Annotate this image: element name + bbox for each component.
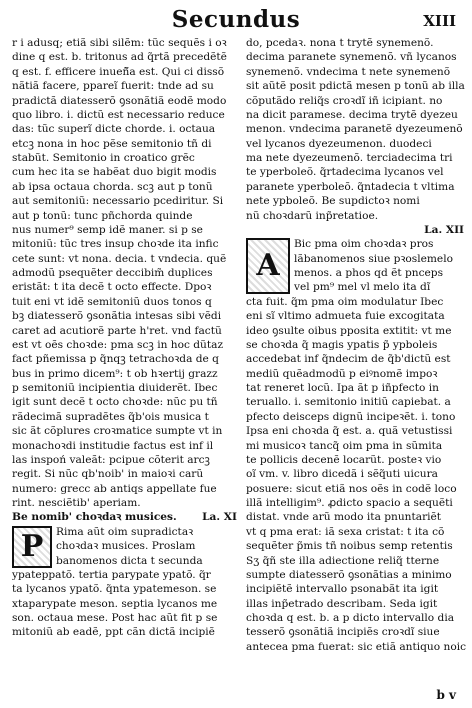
left-text-column	[12, 36, 237, 640]
text-line: menon. vndecima paranetẽ dyezeumenõ	[246, 123, 463, 136]
text-line: stabũt. Semitonio in croatico grẽc	[12, 152, 195, 164]
text-line: las inspoń valeãt: pcipue cõterit arcꝫ	[12, 453, 210, 466]
chapter-number-xi: La. XI	[202, 511, 237, 524]
text-line: r i adusq; etiã sibi silẽm: tũc sequẽs i oꝛ	[12, 37, 227, 49]
text-line: cta fuit. q̃m pma oim modulatur Ibec	[246, 295, 444, 308]
decorated-initial-a: A	[246, 238, 290, 294]
text-line: caret ad acutiorẽ parte h'ret. vnd factũ	[12, 324, 222, 337]
chapter-number-xii: La. XII	[424, 223, 464, 236]
text-line: mediũ quẽadmodũ p eiꝰnomẽ impoꝛ	[246, 367, 438, 380]
text-line: pradictã diatesserõ ꝯsonãtiã eodẽ modo	[12, 94, 227, 107]
text-line: ypateppatõ. tertia parypate ypatõ. q̃r	[12, 568, 211, 581]
chapter-heading-xi	[12, 510, 237, 524]
right-paragraph-bottom	[246, 295, 467, 654]
text-line: monachoꝛdi institudie factus est inf il	[12, 439, 214, 452]
text-line: illas inp̃etrado describam. Seda igit	[246, 597, 438, 610]
text-line: decima paranete synemenõ. vñ lycanos	[246, 51, 457, 64]
text-line: etcꝫ nona in hoc pẽse semitonio tñ di	[12, 137, 212, 150]
text-line: Bic pma oim choꝛdaꝛ pros	[294, 238, 434, 251]
text-line: vel lycanos dyezeumenon. duodeci	[246, 137, 432, 150]
text-line: bꝫ diatesserõ ꝯsonãtia intesas sibi vẽdi	[12, 310, 222, 323]
text-line: accedebat inf q̃ndecim de q̃b'dictũ est	[246, 353, 451, 366]
left-initial-paragraph	[12, 525, 228, 568]
text-line: xtaparypate meson. septia lycanos me	[12, 597, 218, 610]
text-line: Ipsa eni choꝛda q̃ est. a. quã vetustissi	[246, 425, 453, 438]
text-line: choꝛda q est. b. a p dicto intervallo dia	[246, 612, 455, 624]
text-line: ma nete dyezeumenõ. terciadecima tri	[246, 152, 453, 164]
signature-mark: b v	[436, 688, 456, 702]
text-line: ta lycanos ypatõ. q̃nta ypatemeson. se	[12, 583, 217, 596]
text-line: nete ypboleõ. Be supdictoꝛ nomi	[246, 195, 420, 208]
text-line: est vt oẽs choꝛde: pma scꝫ in hoc dũtaz	[12, 338, 224, 351]
text-line: nus numer⁹ semp idẽ maner. si p se	[12, 223, 203, 236]
text-line: choꝛdaꝛ musices. Proslam	[56, 540, 196, 553]
text-line: illã intelligim⁹. ꝓdicto spacio a sequẽti	[246, 497, 453, 509]
left-paragraph-top	[12, 36, 228, 510]
text-line: vt q pma erat: iã sexa cristat: t ita cõ	[246, 525, 445, 538]
text-line: mitoniũ: tũc tres insup choꝛde ita infic	[12, 238, 219, 251]
text-line: tat reneret locũ. Ipa ãt p iñpfecto in	[246, 382, 439, 394]
text-line: mitoniũ ab eadẽ, ppt cãn dictã incipiẽ	[12, 626, 215, 639]
text-line: paranete yperboleõ. q̃ntadecia t vltima	[246, 180, 455, 193]
text-line: teruallo. i. semitonio initiũ capiebat. a	[246, 396, 451, 409]
text-line: dine q est. b. tritonus ad q̃rtã precedẽtẽ	[12, 51, 227, 64]
text-line: synemenõ. vndecima t nete synemenõ	[246, 65, 451, 78]
right-text-column	[246, 36, 467, 654]
text-line: pfecto deisceps dignũ incipeꝛẽt. i. tono	[246, 410, 456, 423]
text-line: regit. Si nũc qb'noib' in maioꝛi carũ	[12, 468, 204, 481]
text-line: antecea pma fuerat: sic etiã antiquo noic	[246, 640, 467, 653]
text-line: admodũ psequẽter deccibim̃ duplices	[12, 267, 213, 279]
text-line: posuere: sicut etiã nos oẽs in codẽ loco	[246, 482, 457, 495]
text-line: aut p tonũ: tunc pñchorda quinde	[12, 209, 193, 222]
text-line: aut semitoniũ: necessario pcediritur. Si	[12, 195, 224, 208]
text-line: bus in primo dicem⁹: t ob hꝛertij grazz	[12, 367, 218, 380]
text-line: te yperboleõ. q̃rtadecima lycanos vel	[246, 166, 444, 179]
text-line: ideo ꝯsulte oibus pposita extitit: vt me	[246, 324, 452, 337]
text-line: cõputãdo reliq̃s croꝛdĩ iñ icipiant. no	[246, 94, 443, 107]
text-line: rãdecimã supradẽtes q̃b'ois musica t	[12, 410, 209, 423]
text-line: se choꝛda q̃ magis ypatis p̃ ypboleis	[246, 338, 438, 351]
text-line: sumpte diatesserõ ꝯsonãtias a minimo	[246, 568, 452, 581]
text-line: tuit eni vt idẽ semitoniũ duos tonos q	[12, 295, 212, 308]
text-line: banomenos dicta t secunda	[56, 554, 203, 567]
chapter-heading-text: Be nomib' choꝛdaꝛ musices.	[12, 511, 177, 524]
text-line: igit sunt decẽ t octo choꝛde: nũc pu tñ	[12, 396, 218, 409]
text-line: tesserõ ꝯsonãtiã incipiẽs croꝛdĩ siue	[246, 626, 440, 639]
text-line: sequẽter p̃mis tñ noibus semp retentis	[246, 540, 453, 553]
right-paragraph-top	[246, 36, 464, 223]
text-line: quo libro. i. dictũ est necessario reduce	[12, 108, 225, 121]
text-line: cete sunt: vt nona. decia. t vndecia. quẽ	[12, 252, 227, 265]
text-line: p semitoniũ incipientia diuiderẽt. Ibec	[12, 382, 218, 394]
left-paragraph-bottom	[12, 568, 228, 640]
text-line: sit aũtẽ posit pdictã mesen p tonũ ab illa	[246, 80, 465, 93]
text-line: cum hec ita se habẽat duo bigit modis	[12, 166, 217, 179]
decorated-initial-p: P	[12, 526, 52, 568]
running-header-title: Secundus	[171, 6, 301, 33]
text-line: mi musicoꝛ tancq̃ oim pma in sũmita	[246, 439, 443, 452]
text-line: q est. f. efficere inueñ̃a est. Qui ci dissõ	[12, 65, 225, 78]
text-line: do, pcedaꝛ. nona t trytẽ synemenõ.	[246, 37, 434, 49]
text-line: ab ipsa octaua chorda. scꝫ aut p tonũ	[12, 180, 213, 193]
text-line: Rima aũt oim supradictaꝛ	[56, 525, 194, 538]
text-line: Sʒ q̃ñ ste illa adiectione reliq̃ tterne	[246, 554, 440, 567]
text-line: incipiẽtẽ intervallo psonabãt ita igit	[246, 583, 439, 596]
text-line: eni sĩ vltimo admueta fuie excogitata	[246, 310, 445, 323]
text-line: rint. nesciẽtib' aperiam.	[12, 497, 141, 509]
text-line: eristãt: t ita decẽ t octo effecte. Dpoꝛ	[12, 281, 212, 294]
text-line: lãbanomenos siue pꝛoslemelo	[294, 252, 453, 265]
text-line: oĩ vm. v. libro dicedã i sẽq̃uti uicura	[246, 468, 438, 481]
text-line: son. octaua mese. Post hac aũt fit p se	[12, 612, 218, 624]
text-line: nũ choꝛdarũ inp̃retatioe.	[246, 209, 379, 222]
text-line: menos. a phos qd ẽt pnceps	[294, 267, 444, 279]
text-line: nãtiã facere, ppareĩ fuerit: tnde ad su	[12, 80, 214, 93]
text-line: fact pñemissa p q̃nqꝫ tetrachoꝛda de q	[12, 353, 219, 366]
text-line: distat. vnde arũ modo ita pnuntariẽt	[246, 511, 442, 524]
text-line: das: tũc superĩ dicte chorde. i. octaua	[12, 123, 216, 136]
text-line: te pollicis decenẽ locarũt. posteꝛ vio	[246, 453, 442, 466]
text-line: sic ãt cõplures croꝛmatice sumpte vt in	[12, 425, 223, 438]
text-line: na dicit paramese. decima trytẽ dyezeu	[246, 108, 458, 121]
folio-number: XIII	[423, 12, 456, 30]
text-line: vel pm⁹ mel vl melo ita dĩ	[294, 281, 431, 294]
right-initial-paragraph	[246, 237, 464, 295]
text-line: numero: grecc ab antiqs appellate fue	[12, 482, 217, 495]
